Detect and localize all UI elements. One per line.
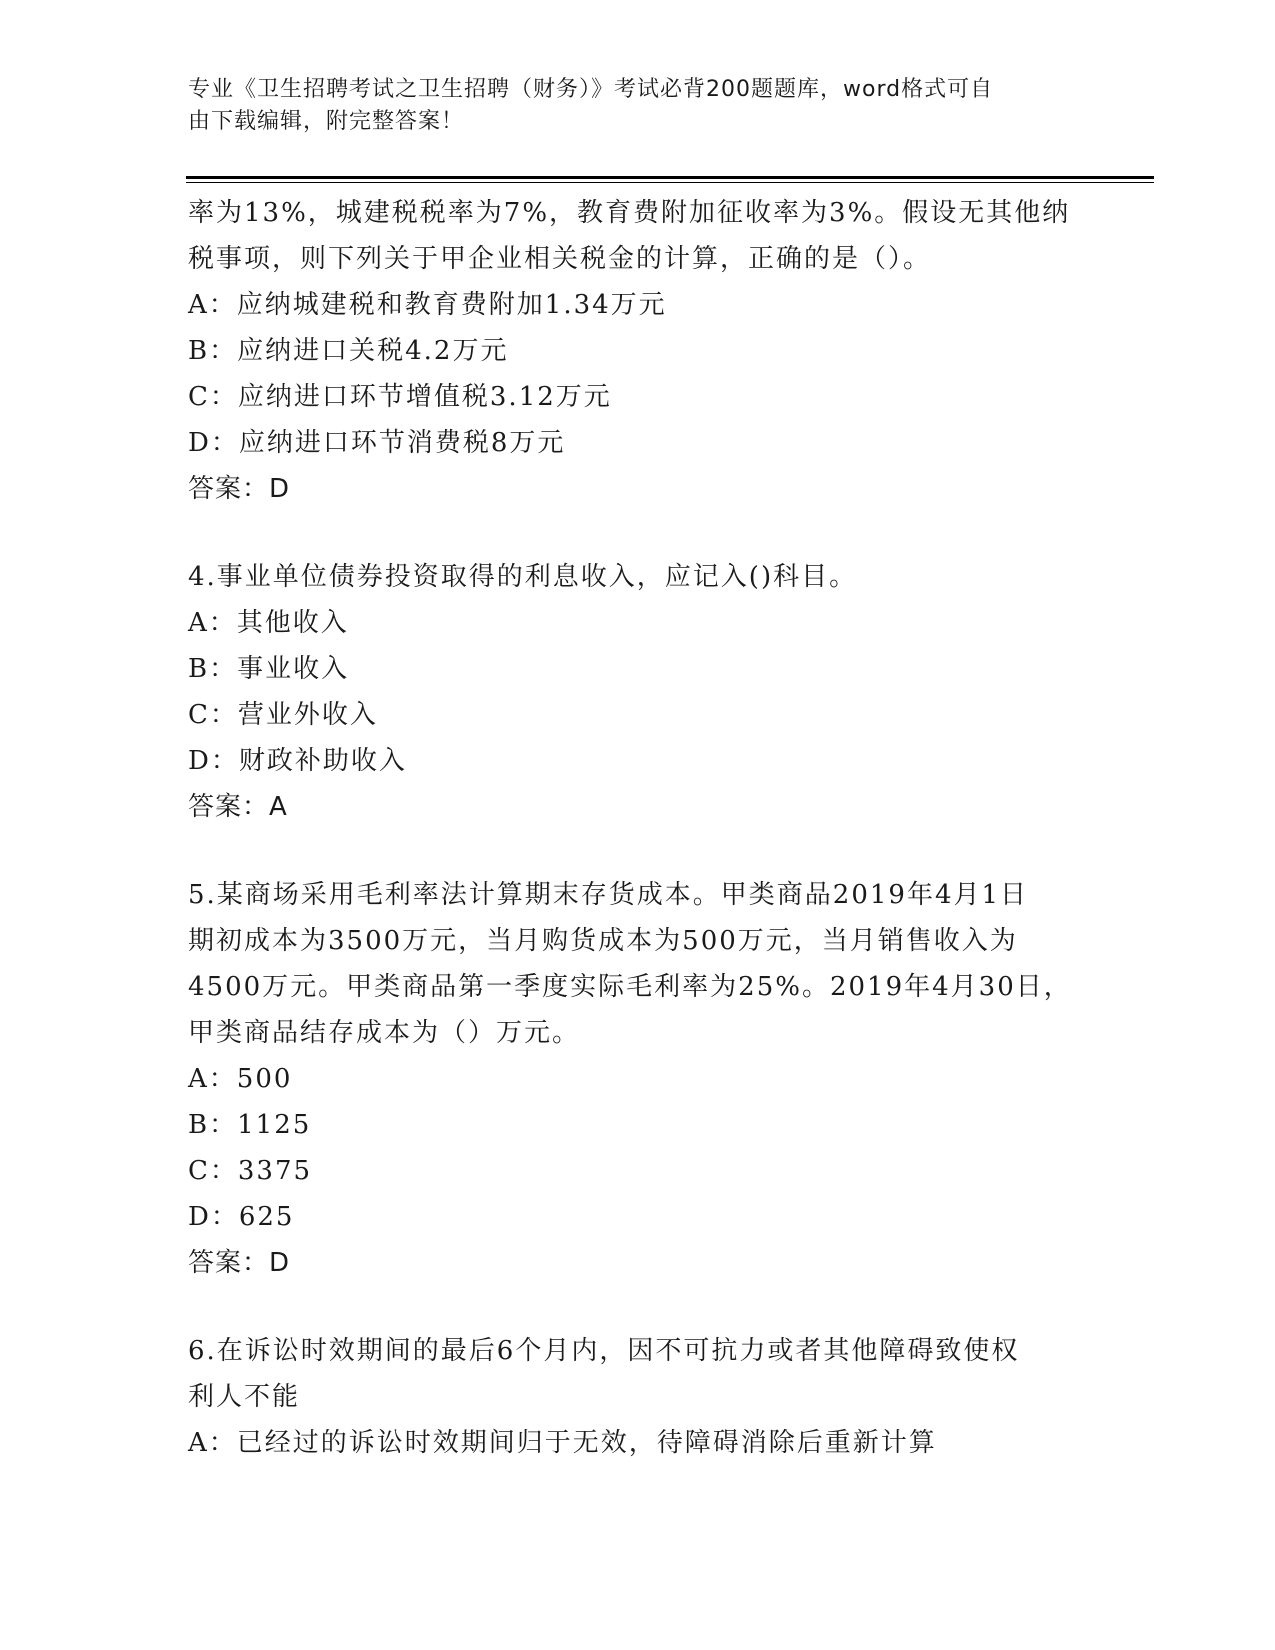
question-3 (188, 190, 1088, 512)
page-header (188, 74, 1088, 138)
question-text: 期初成本为3500万元，当月购货成本为500万元，当月销售收入为 (188, 926, 1018, 956)
option-c: C：3375 (188, 1156, 313, 1186)
question-text: 4.事业单位债券投资取得的利息收入，应记入()科目。 (188, 562, 858, 592)
option-b: B：应纳进口关税4.2万元 (188, 336, 509, 366)
option-a: A：其他收入 (188, 608, 349, 638)
question-4 (188, 554, 1088, 830)
option-c: C：应纳进口环节增值税3.12万元 (188, 382, 612, 412)
answer: 答案：D (188, 474, 291, 504)
question-6 (188, 1328, 1088, 1466)
header-divider (186, 176, 1154, 179)
question-text: 6.在诉讼时效期间的最后6个月内，因不可抗力或者其他障碍致使权 (188, 1336, 1020, 1366)
question-text: 税事项，则下列关于甲企业相关税金的计算，正确的是（）。 (188, 244, 932, 274)
option-b: B：事业收入 (188, 654, 350, 684)
option-d: D：财政补助收入 (188, 746, 407, 776)
header-line: 专业《卫生招聘考试之卫生招聘（财务）》考试必背200题题库，word格式可自 (188, 77, 994, 102)
question-text: 4500万元。甲类商品第一季度实际毛利率为25%。2019年4月30日， (188, 972, 1072, 1002)
header-divider (186, 182, 1154, 183)
option-d: D：应纳进口环节消费税8万元 (188, 428, 566, 458)
question-5 (188, 872, 1088, 1286)
question-list (188, 190, 1088, 1466)
answer: 答案：D (188, 1248, 291, 1278)
option-a: A：500 (188, 1064, 293, 1094)
question-text: 甲类商品结存成本为（）万元。 (188, 1018, 581, 1048)
question-text: 率为13%，城建税税率为7%，教育费附加征收率为3%。假设无其他纳 (188, 198, 1071, 228)
option-a: A：应纳城建税和教育费附加1.34万元 (188, 290, 667, 320)
question-text: 5.某商场采用毛利率法计算期末存货成本。甲类商品2019年4月1日 (188, 880, 1029, 910)
option-a: A：已经过的诉讼时效期间归于无效，待障碍消除后重新计算 (188, 1428, 937, 1458)
question-text: 利人不能 (188, 1382, 301, 1412)
option-b: B：1125 (188, 1110, 312, 1140)
answer: 答案：A (188, 792, 288, 822)
header-line: 由下载编辑，附完整答案！ (188, 109, 465, 134)
option-d: D：625 (188, 1202, 295, 1232)
option-c: C：营业外收入 (188, 700, 378, 730)
